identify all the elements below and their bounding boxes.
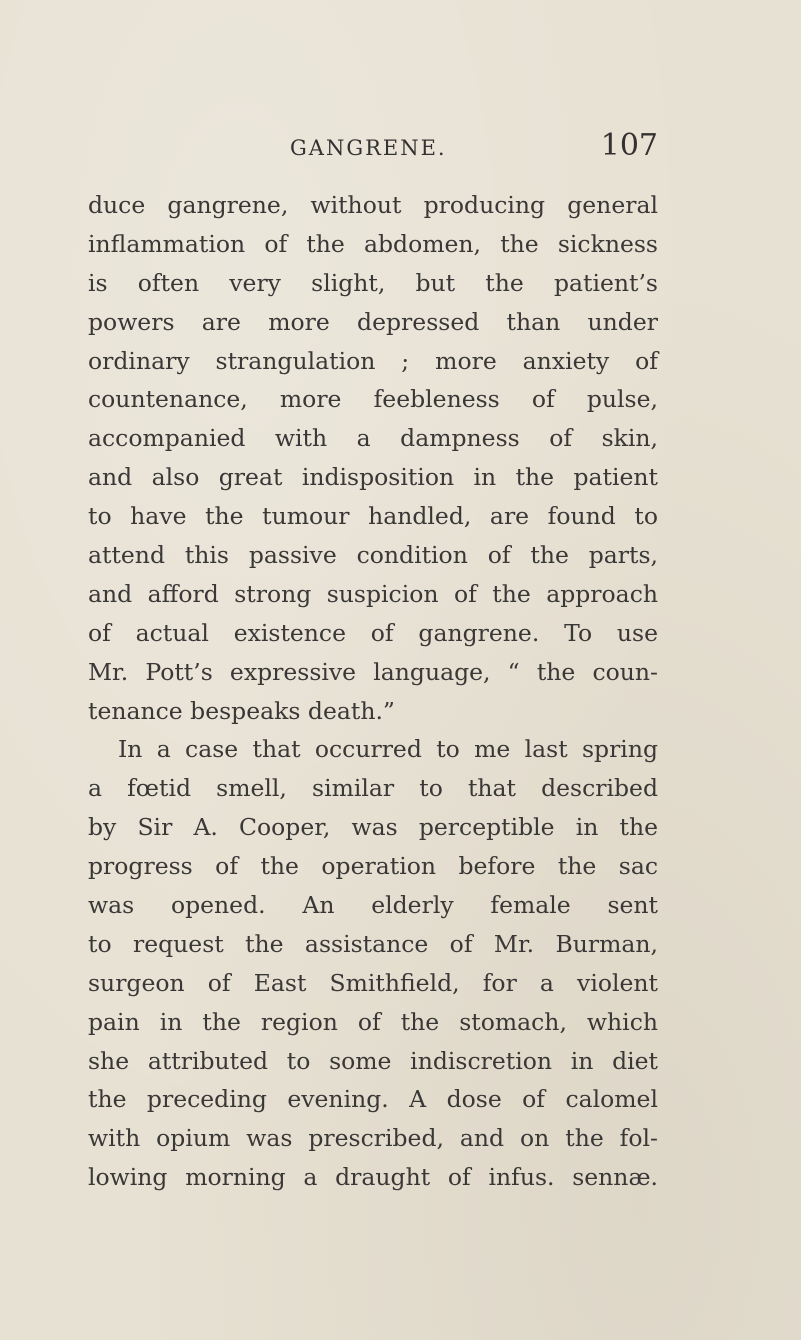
- text-line: the preceding evening. A dose of calomel: [88, 1085, 658, 1114]
- text-line: of actual existence of gangrene. To use: [88, 618, 658, 647]
- text-line: countenance, more feebleness of pulse,: [88, 385, 658, 414]
- text-line: accompanied with a dampness of skin,: [88, 424, 658, 453]
- text-line: ordinary strangulation ; more anxiety of: [88, 346, 658, 375]
- text-line: to request the assistance of Mr. Burman,: [88, 929, 658, 958]
- text-line: to have the tumour handled, are found to: [88, 502, 658, 531]
- text-line: attend this passive condition of the parts,: [88, 541, 658, 570]
- text-line: powers are more depressed than under: [88, 307, 658, 336]
- text-line: progress of the operation before the sac: [88, 852, 658, 881]
- text-line: lowing morning a draught of infus. sennæ.: [88, 1163, 658, 1192]
- text-line: pain in the region of the stomach, which: [88, 1007, 658, 1036]
- text-line: surgeon of East Smithfield, for a violent: [88, 968, 658, 997]
- text-line: by Sir A. Cooper, was perceptible in the: [88, 813, 658, 842]
- text-line: tenance bespeaks death.”: [88, 696, 395, 725]
- text-line: with opium was prescribed, and on the fol-: [88, 1124, 658, 1153]
- text-line: was opened. An elderly female sent: [88, 891, 658, 920]
- text-line: a fœtid smell, similar to that described: [88, 774, 658, 803]
- text-line: is often very slight, but the patient’s: [88, 268, 658, 297]
- text-line: Mr. Pott’s expressive language, “ the coun-: [88, 657, 658, 686]
- text-line: she attributed to some indiscretion in diet: [88, 1046, 658, 1075]
- text-line: inflammation of the abdomen, the sickness: [88, 229, 658, 258]
- page-number: 107: [600, 128, 658, 163]
- body-text: [88, 186, 658, 1197]
- running-title: GANGRENE.: [290, 136, 447, 160]
- text-line: and afford strong suspicion of the approach: [88, 579, 658, 608]
- page-header: [90, 128, 658, 172]
- text-line: and also great indisposition in the patient: [88, 463, 658, 492]
- text-line: duce gangrene, without producing general: [88, 191, 658, 219]
- text-line: In a case that occurred to me last spring: [118, 735, 658, 764]
